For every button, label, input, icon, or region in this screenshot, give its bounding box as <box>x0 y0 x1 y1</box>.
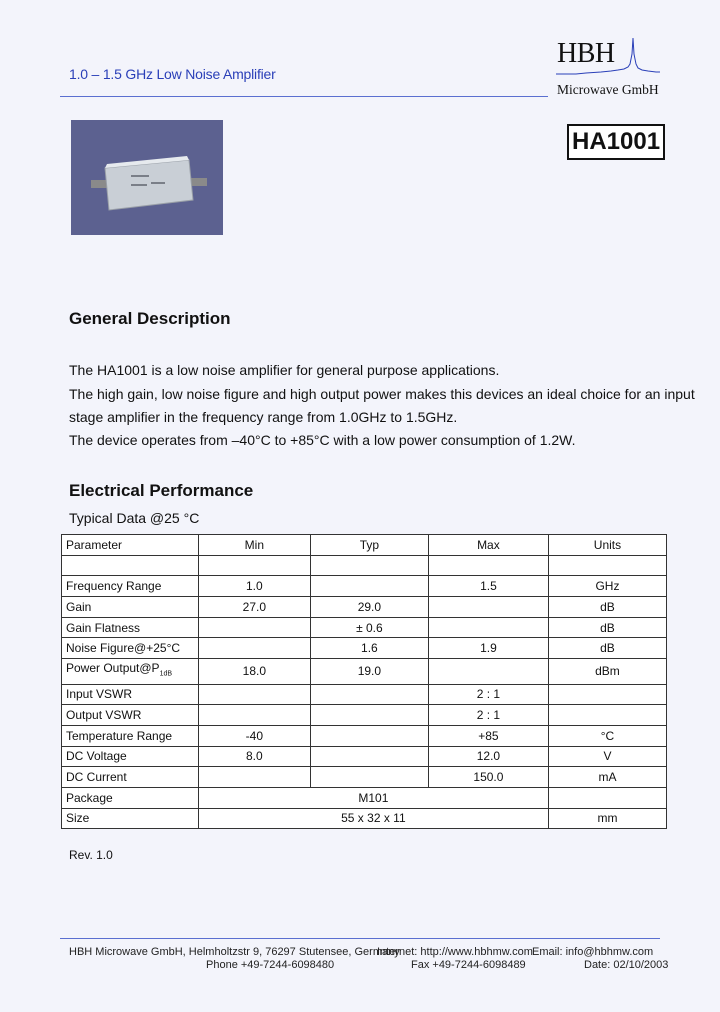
description-line: stage amplifier in the frequency range from 1.0GHz to 1.5GHz. <box>69 409 458 425</box>
p1db-subscript: 1dB <box>159 670 173 678</box>
product-photo <box>71 120 223 235</box>
document-subtitle: 1.0 – 1.5 GHz Low Noise Amplifier <box>69 66 276 82</box>
footer-phone: Phone +49-7244-6098480 <box>206 959 335 971</box>
table-row: Temperature Range -40 +85 °C <box>62 725 667 746</box>
revision-label: Rev. 1.0 <box>69 848 113 862</box>
specification-table <box>61 534 667 829</box>
description-line: The HA1001 is a low noise amplifier for general purpose applications. <box>69 362 500 378</box>
general-description-heading: General Description <box>69 309 231 328</box>
table-row: Gain Flatness ± 0.6 dB <box>62 617 667 638</box>
table-spacer-row <box>62 555 667 576</box>
company-logo: HBH <box>557 38 615 69</box>
table-row: Size 55 x 32 x 11 mm <box>62 808 667 829</box>
table-row: Frequency Range 1.0 1.5 GHz <box>62 576 667 597</box>
table-row: DC Current 150.0 mA <box>62 767 667 788</box>
header-cell: Max <box>428 535 548 556</box>
table-row: Input VSWR 2 : 1 <box>62 684 667 705</box>
electrical-performance-heading: Electrical Performance <box>69 481 254 500</box>
table-row: DC Voltage 8.0 12.0 V <box>62 746 667 767</box>
header-cell: Min <box>198 535 310 556</box>
table-row: Power $Output@P_{1dB}$ 18.0 19.0 dBm <box>62 659 667 684</box>
table-row: Package M101 <box>62 787 667 808</box>
footer-rule <box>60 938 660 939</box>
footer-date: Date: 02/10/2003 <box>584 959 669 971</box>
table-row: Noise Figure@+25°C 1.6 1.9 dB <box>62 638 667 659</box>
header-rule <box>60 96 548 97</box>
header-cell: Units <box>548 535 666 556</box>
header-cell: Parameter <box>62 535 199 556</box>
table-header-row <box>62 535 667 556</box>
header-cell: Typ <box>310 535 428 556</box>
description-line: The high gain, low noise figure and high output power makes this devices an ideal choice for an input <box>69 386 695 402</box>
description-line: The device operates from –40°C to +85°C with a low power consumption of 1.2W. <box>69 432 576 448</box>
footer-company-address: HBH Microwave GmbH, Helmholtzstr 9, 76297 Stutensee, Germany <box>69 946 400 958</box>
footer-email-link[interactable]: Email: info@hbhmw.com <box>532 946 654 958</box>
table-row: Gain 27.0 29.0 dB <box>62 597 667 618</box>
company-logo-subtext: Microwave GmbH <box>557 82 659 97</box>
table-row: Output VSWR 2 : 1 <box>62 705 667 726</box>
footer-fax: Fax +49-7244-6098489 <box>411 959 526 971</box>
footer-website-link[interactable]: Internet: http://www.hbhmw.com <box>377 946 533 958</box>
typical-data-note: Typical Data @25 °C <box>69 510 200 526</box>
part-number-badge: HA1001 <box>567 124 665 160</box>
